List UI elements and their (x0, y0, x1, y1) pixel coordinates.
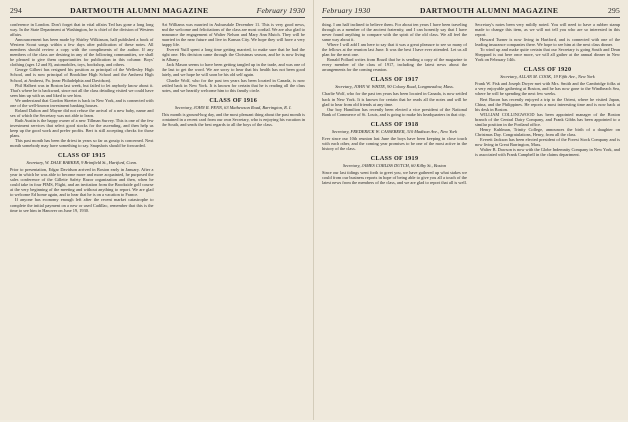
paragraph: Roland Dalton and Mayne did not refuse the arrival of a new baby, name and sex of which the Secretary was not able to learn. (10, 107, 154, 118)
paragraph: This past month has been the driest in years so far as gossip is concerned. Next month somebody may have something to say. Snapshots should be forwarded. (10, 138, 154, 149)
paragraph: Everett Jackson has been elected president of the Forest Stock Company and is now living in Great Barrington, Mass. (475, 136, 620, 147)
paragraph: To wind up and make quite certain that our Secretary is going South and Dean Sheppard is out here once more, we will all gather at the annual dinner in New York on February 14th. (475, 47, 620, 63)
paragraph: Art Williams was married in Aubursdale December 11. This is very good news, and the welcome and felicitations of the class are most cordial. We are also glad to announce the engagement of Walter Nelson and Mary Ann Mutch. They will be married in the near future and live in Kansas City. We hope they will have a very happy life. (161, 22, 305, 48)
page-number: 294 (10, 6, 22, 15)
paragraph: Everett Yuill spent a long time getting married, to make sure that he had the right one. His decision came through the Christmas season, and he is now living in Albany. (161, 47, 305, 63)
class-heading: CLASS OF 1919 (370, 154, 419, 162)
class-secretary: Secretary, ALLAN M. COOK, 19 Fifth Ave., New York (500, 74, 595, 80)
paragraph: Howard Turner is now living in Hartford, and is connected with one of the leading insurance companies there. We hope to see him at the next class dinner. (475, 37, 620, 48)
issue-date: February 1930 (256, 6, 305, 15)
paragraph: Charlie Wolf, who for the past ten years has been located in Canada, is now settled back in New York. It is known for certain that he reads all the notes and will be glad to hear from old friends at any time. (322, 91, 467, 107)
paragraph: Walter B. Dawson is now with the Globe Indemnity Company in New York, and is associated with Frank Campbell in the claims department. (475, 146, 620, 158)
paragraph: conference in London. Don't forget that in vital affairs Ted has gone a long long way. In the State Department at Washington, he is chief of the division of Western affairs. (10, 22, 154, 38)
paragraph: Prior to presentation, Edgar Davidson arrived in Boston early in January. After a year in which he was able to become more and more acquainted, he purposed the sales conference of the Gillette Safety Razor organization and then, when he could take in four PIMS, Flight, and an invitation from the Brookside golf course at the very beginning of the meeting and without anything to report. We are glad to welcome Ed home again, and to hear that he is on a vacation to France. (10, 167, 154, 198)
magazine-title: DARTMOUTH ALUMNI MAGAZINE (70, 6, 209, 15)
paragraph: WILLIAM COLLINGWOOD has been appointed manager of the Boston branch of the Central Dairy Company, and Frank Gibbs has been appointed to a similar position in the Portland office. (475, 111, 620, 127)
class-secretary: Secretary, FREDERICK W. CASSEBEER, 310 Madison Ave., New York (331, 128, 458, 134)
class-secretary: Secretary, JOHN W. WHITE, 90 Colony Road, Longmeadow, Mass. (335, 84, 454, 90)
paragraph: Our boy Hamilton has recently been elected a vice president of the National Bank of Commerce of St. Louis, and is going to make his headquarters in that city. (322, 106, 467, 117)
paragraph: thing. I am half inclined to believe them. For about ten years I have been traveling through as a member of the ancient fraternity, and I can honestly say that I have never found anything to compare with the spirit of the old class. We all feel the same way about it. (322, 22, 467, 43)
paragraph: Secretary's notes been very mildly noted. You will need to have a rubber stamp made to change this item, as we will not tell you who are so interested in this report. (475, 22, 620, 38)
class-heading: CLASS OF 1917 (370, 76, 419, 84)
paragraph: Jack Mason seems to have been getting tangled up in the trade, and was one of the last to get the word. We are sorry to hear that his health has not been good lately, and we hope he will soon be his old self again. (161, 62, 305, 78)
class-secretary: Secretary, W. DALE BARKER, 9 Brimfield St., Hartford, Conn. (26, 160, 138, 166)
column-2 (475, 22, 620, 422)
page-header-right (322, 6, 620, 18)
paragraph: This month is ground-hog day, and the most pleasant thing about the past month is contained in a recent card from our own Secretary, who is enjoying his vacation in the South, and sends the best regards to all the boys of the class. (161, 111, 305, 127)
paragraph: George Gilbert has resigned his position as principal of the Wellesley High School, and is now principal of Brookline High School and the Amherst High School, at Amherst, Pa. (near Philadelphia and Davidson). (10, 67, 154, 83)
class-heading: CLASS OF 1920 (523, 66, 572, 74)
column-2 (162, 22, 306, 422)
right-page (314, 0, 628, 420)
paragraph: Ever since our 10th reunion last June the boys have been keeping in close touch with each other, and the coming year promises to be one of the most active in the history of the class. (322, 135, 467, 151)
paragraph: Ronald Pollard writes from Brazil that he is sending a copy of the magazine to every member of the class of 1917, including the latest news about the arrangements for the coming reunion. (322, 57, 467, 73)
class-secretary: Secretary, JOHN R. PENN, 63 Mathewson Road, Barrington, R. I. (174, 104, 292, 110)
column-1 (322, 22, 467, 422)
class-secretary: Secretary, JAMES CORLISS DUTCH, 60 Kilby St., Boston (342, 162, 447, 168)
paragraph: If anyone has economy enough left after the recent market catastrophe to complete the initial payment on a new or used Cadillac, remember that this is the time to see him in Hanover on June 19, 1930. (10, 197, 154, 213)
paragraph: Charlie Wolf, who for the past ten years has been located in Canada, is now settled back in New York. It is known for certain that he is reading all the class notes, and we heartily welcome him to this family circle. (161, 77, 305, 93)
paragraph: Frank W. Fisk and Joseph Dwyer met with Mrs. Smith and the Cambridge folks at a very enjoyable gathering at Boston, and he has now gone to the Windbeach Sea, where he will be spending the next few weeks. (475, 81, 620, 97)
page-header-left (10, 6, 305, 18)
magazine-title: DARTMOUTH ALUMNI MAGAZINE (419, 6, 559, 15)
class-heading: CLASS OF 1916 (209, 96, 258, 104)
class-heading: CLASS OF 1918 (370, 120, 419, 128)
paragraph: Since our last tidings went forth to greet you, we have gathered up what stakes we could from our business reports in hope of being able to give you all a touch of the latest news from the members of the class, and we are glad to report that all is well. (322, 169, 467, 185)
left-page (0, 0, 314, 420)
paragraph: Phil Halbert was in Boston last week, but failed to let anybody know about it. That's where he is backward, since not all the class detailing visited we could have seen him up with us and liked to see him. (10, 82, 154, 98)
paragraph: We understand that Gordon Skeeter is back in New York, and is connected with one of the well-known investment banking houses. (10, 97, 154, 108)
issue-date: February 1930 (322, 6, 371, 15)
column-1 (10, 22, 154, 422)
paragraph: Bert Bacon has recently enjoyed a trip to the Orient, where he visited Japan, China, and the Philippines. He reports a most interesting time and is now back at his desk in Boston. (475, 96, 620, 112)
page-number: 295 (607, 6, 620, 15)
paragraph: Announcement has been made by Shirley Wilkinson, hall published a book of Western Scout songs within a few days after publication of these notes. All members should review a copy with the compliments of the author. If any members of the class are desiring in any of the following communities, we shall be pleased to give them opportunities for publication in this column: Boys' clothing (ages 12 and 8), automobiles, toys, bookshop, and others. (10, 37, 154, 68)
paragraph: Where I will add I am here to say that it was a great pleasure to see so many of the fellows at the reunion last June. It was the best I have ever attended. Let us all plan for the next one. (322, 42, 467, 58)
paragraph: Ruth Austin is the happy owner of a new Tillman Survey. This is one of the few investment services that select good stocks for the ascending, and then help us keep up the good work and prefer profits. Bert is still accepting checks for those plans. (10, 117, 154, 139)
class-heading: CLASS OF 1915 (57, 152, 106, 160)
paragraph: Henry Kuhlman, Trinity College, announces the birth of a daughter on Christmas Day. Congratulations, Henry, from all the class. (475, 126, 620, 137)
